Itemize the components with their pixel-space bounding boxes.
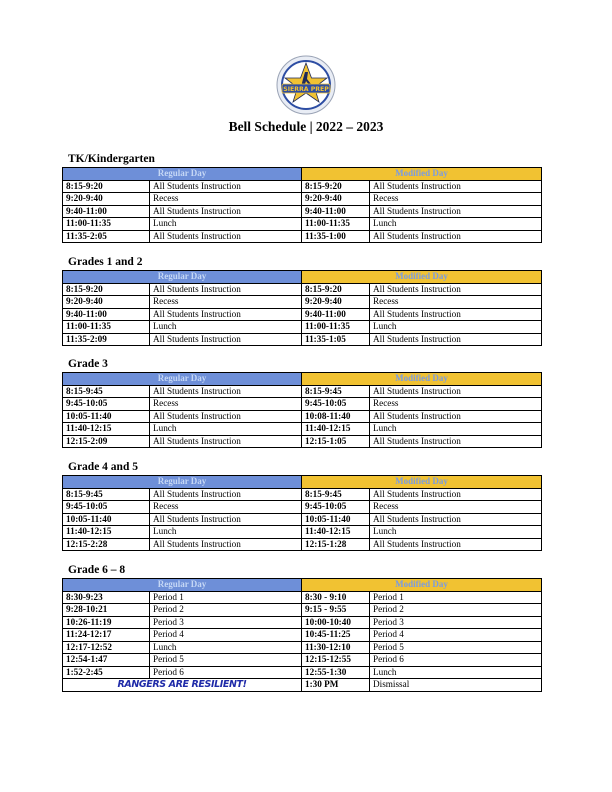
regular-activity-cell: All Students Instruction: [150, 488, 302, 501]
modified-time-cell: 11:40-12:15: [302, 423, 370, 436]
regular-activity-cell: All Students Instruction: [150, 513, 302, 526]
regular-time-cell: 9:45-10:05: [63, 501, 150, 514]
schedule-table: [62, 270, 542, 346]
regular-activity-cell: Recess: [150, 501, 302, 514]
modified-time-cell: 8:30 - 9:10: [302, 591, 370, 604]
regular-activity-cell: Period 1: [150, 591, 302, 604]
regular-activity-cell: Period 3: [150, 616, 302, 629]
dismissal-activity-cell: Dismissal: [370, 679, 542, 692]
regular-day-header: Regular Day: [63, 476, 302, 489]
modified-activity-cell: All Students Instruction: [370, 333, 542, 346]
regular-activity-cell: Period 2: [150, 604, 302, 617]
regular-time-cell: 12:54-1:47: [63, 654, 150, 667]
regular-activity-cell: Lunch: [150, 321, 302, 334]
schedule-section: [62, 152, 541, 243]
modified-activity-cell: All Students Instruction: [370, 410, 542, 423]
modified-time-cell: 8:15-9:20: [302, 283, 370, 296]
modified-day-header: Modified Day: [302, 476, 542, 489]
section-heading: Grade 6 – 8: [68, 564, 126, 576]
modified-activity-cell: Period 1: [370, 591, 542, 604]
regular-time-cell: 9:20-9:40: [63, 296, 150, 309]
table-row: [63, 629, 542, 642]
section-heading: Grades 1 and 2: [68, 256, 143, 268]
modified-activity-cell: All Students Instruction: [370, 205, 542, 218]
table-row: [63, 501, 542, 514]
table-header-row: [63, 168, 542, 181]
modified-activity-cell: All Students Instruction: [370, 538, 542, 551]
table-row: [63, 385, 542, 398]
school-logo: [276, 55, 336, 115]
regular-time-cell: 11:24-12:17: [63, 629, 150, 642]
regular-activity-cell: All Students Instruction: [150, 410, 302, 423]
modified-day-header: Modified Day: [302, 373, 542, 386]
regular-time-cell: 9:40-11:00: [63, 205, 150, 218]
schedule-table: [62, 372, 542, 448]
regular-time-cell: 10:05-11:40: [63, 513, 150, 526]
regular-time-cell: 8:15-9:20: [63, 180, 150, 193]
table-row: [63, 180, 542, 193]
slogan-cell: [63, 679, 302, 692]
table-row: [63, 641, 542, 654]
modified-activity-cell: Lunch: [370, 666, 542, 679]
modified-activity-cell: All Students Instruction: [370, 513, 542, 526]
table-row: [63, 591, 542, 604]
table-row: [63, 410, 542, 423]
regular-activity-cell: All Students Instruction: [150, 385, 302, 398]
section-heading: TK/Kindergarten: [68, 153, 155, 165]
schedule-section: [62, 357, 541, 448]
table-row: [63, 679, 542, 692]
table-header-row: [63, 271, 542, 284]
regular-activity-cell: All Students Instruction: [150, 180, 302, 193]
modified-activity-cell: Period 2: [370, 604, 542, 617]
table-row: [63, 218, 542, 231]
modified-time-cell: 10:08-11:40: [302, 410, 370, 423]
table-row: [63, 538, 542, 551]
modified-activity-cell: All Students Instruction: [370, 488, 542, 501]
regular-activity-cell: All Students Instruction: [150, 230, 302, 243]
modified-time-cell: 9:45-10:05: [302, 501, 370, 514]
table-row: [63, 296, 542, 309]
table-row: [63, 435, 542, 448]
regular-activity-cell: All Students Instruction: [150, 538, 302, 551]
modified-time-cell: 9:40-11:00: [302, 205, 370, 218]
modified-time-cell: 8:15-9:45: [302, 385, 370, 398]
modified-time-cell: 9:15 - 9:55: [302, 604, 370, 617]
modified-time-cell: 11:00-11:35: [302, 321, 370, 334]
regular-activity-cell: Period 6: [150, 666, 302, 679]
regular-activity-cell: All Students Instruction: [150, 283, 302, 296]
modified-time-cell: 9:40-11:00: [302, 308, 370, 321]
modified-time-cell: 9:20-9:40: [302, 193, 370, 206]
table-header-row: [63, 579, 542, 592]
regular-activity-cell: Lunch: [150, 641, 302, 654]
regular-time-cell: 8:30-9:23: [63, 591, 150, 604]
table-row: [63, 616, 542, 629]
modified-activity-cell: All Students Instruction: [370, 435, 542, 448]
table-row: [63, 423, 542, 436]
regular-time-cell: 8:15-9:45: [63, 488, 150, 501]
section-heading: Grade 4 and 5: [68, 461, 138, 473]
schedule-section: [62, 563, 541, 692]
dismissal-time-cell: 1:30 PM: [302, 679, 370, 692]
table-row: [63, 398, 542, 411]
table-row: [63, 230, 542, 243]
table-row: [63, 205, 542, 218]
table-row: [63, 666, 542, 679]
table-row: [63, 604, 542, 617]
modified-activity-cell: All Students Instruction: [370, 283, 542, 296]
modified-time-cell: 10:00-10:40: [302, 616, 370, 629]
table-row: [63, 308, 542, 321]
regular-day-header: Regular Day: [63, 168, 302, 181]
schedule-section: [62, 460, 541, 551]
modified-time-cell: 9:45-10:05: [302, 398, 370, 411]
regular-activity-cell: Recess: [150, 193, 302, 206]
modified-activity-cell: Lunch: [370, 526, 542, 539]
regular-day-header: Regular Day: [63, 271, 302, 284]
modified-day-header: Modified Day: [302, 271, 542, 284]
modified-time-cell: 12:15-1:05: [302, 435, 370, 448]
modified-activity-cell: Recess: [370, 398, 542, 411]
modified-time-cell: 8:15-9:20: [302, 180, 370, 193]
table-header-row: [63, 373, 542, 386]
schedule-section: [62, 255, 541, 346]
modified-activity-cell: Lunch: [370, 423, 542, 436]
logo-text: SIERRA PREP: [283, 86, 329, 93]
regular-activity-cell: Lunch: [150, 423, 302, 436]
schedule-table: [62, 475, 542, 551]
modified-day-header: Modified Day: [302, 168, 542, 181]
regular-activity-cell: All Students Instruction: [150, 435, 302, 448]
modified-time-cell: 11:35-1:00: [302, 230, 370, 243]
table-row: [63, 654, 542, 667]
regular-time-cell: 8:15-9:45: [63, 385, 150, 398]
regular-time-cell: 11:35-2:05: [63, 230, 150, 243]
modified-activity-cell: Recess: [370, 296, 542, 309]
table-row: [63, 526, 542, 539]
regular-time-cell: 11:00-11:35: [63, 321, 150, 334]
regular-time-cell: 11:40-12:15: [63, 423, 150, 436]
modified-time-cell: 12:15-1:28: [302, 538, 370, 551]
regular-time-cell: 9:45-10:05: [63, 398, 150, 411]
modified-time-cell: 12:55-1:30: [302, 666, 370, 679]
modified-time-cell: 10:05-11:40: [302, 513, 370, 526]
modified-activity-cell: Period 3: [370, 616, 542, 629]
modified-activity-cell: Period 6: [370, 654, 542, 667]
modified-activity-cell: All Students Instruction: [370, 180, 542, 193]
regular-activity-cell: Lunch: [150, 526, 302, 539]
regular-activity-cell: All Students Instruction: [150, 205, 302, 218]
regular-day-header: Regular Day: [63, 579, 302, 592]
regular-time-cell: 11:35-2:09: [63, 333, 150, 346]
modified-time-cell: 11:30-12:10: [302, 641, 370, 654]
modified-activity-cell: Recess: [370, 501, 542, 514]
modified-activity-cell: Lunch: [370, 321, 542, 334]
regular-activity-cell: Period 5: [150, 654, 302, 667]
regular-activity-cell: All Students Instruction: [150, 308, 302, 321]
schedule-table: [62, 167, 542, 243]
modified-time-cell: 11:00-11:35: [302, 218, 370, 231]
regular-time-cell: 9:20-9:40: [63, 193, 150, 206]
table-header-row: [63, 476, 542, 489]
modified-time-cell: 12:15-12:55: [302, 654, 370, 667]
schedule-table: [62, 578, 542, 692]
regular-time-cell: 9:28-10:21: [63, 604, 150, 617]
table-row: [63, 488, 542, 501]
table-row: [63, 333, 542, 346]
regular-activity-cell: Lunch: [150, 218, 302, 231]
table-row: [63, 513, 542, 526]
modified-time-cell: 9:20-9:40: [302, 296, 370, 309]
regular-activity-cell: Recess: [150, 296, 302, 309]
modified-activity-cell: Period 5: [370, 641, 542, 654]
table-row: [63, 283, 542, 296]
modified-day-header: Modified Day: [302, 579, 542, 592]
modified-time-cell: 10:45-11:25: [302, 629, 370, 642]
modified-activity-cell: Recess: [370, 193, 542, 206]
modified-time-cell: 11:35-1:05: [302, 333, 370, 346]
regular-time-cell: 10:05-11:40: [63, 410, 150, 423]
regular-activity-cell: Period 4: [150, 629, 302, 642]
regular-time-cell: 9:40-11:00: [63, 308, 150, 321]
regular-activity-cell: All Students Instruction: [150, 333, 302, 346]
table-row: [63, 321, 542, 334]
regular-time-cell: 10:26-11:19: [63, 616, 150, 629]
regular-time-cell: 1:52-2:45: [63, 666, 150, 679]
regular-time-cell: 12:15-2:28: [63, 538, 150, 551]
regular-time-cell: 11:00-11:35: [63, 218, 150, 231]
regular-time-cell: 12:17-12:52: [63, 641, 150, 654]
modified-activity-cell: All Students Instruction: [370, 385, 542, 398]
section-heading: Grade 3: [68, 358, 108, 370]
regular-time-cell: 11:40-12:15: [63, 526, 150, 539]
regular-day-header: Regular Day: [63, 373, 302, 386]
modified-time-cell: 8:15-9:45: [302, 488, 370, 501]
slogan-text: RANGERS ARE RESILIENT!: [117, 679, 247, 691]
modified-activity-cell: All Students Instruction: [370, 230, 542, 243]
modified-time-cell: 11:40-12:15: [302, 526, 370, 539]
modified-activity-cell: Lunch: [370, 218, 542, 231]
modified-activity-cell: All Students Instruction: [370, 308, 542, 321]
page-title: Bell Schedule | 2022 – 2023: [228, 119, 384, 134]
table-row: [63, 193, 542, 206]
modified-activity-cell: Period 4: [370, 629, 542, 642]
regular-activity-cell: Recess: [150, 398, 302, 411]
regular-time-cell: 8:15-9:20: [63, 283, 150, 296]
regular-time-cell: 12:15-2:09: [63, 435, 150, 448]
